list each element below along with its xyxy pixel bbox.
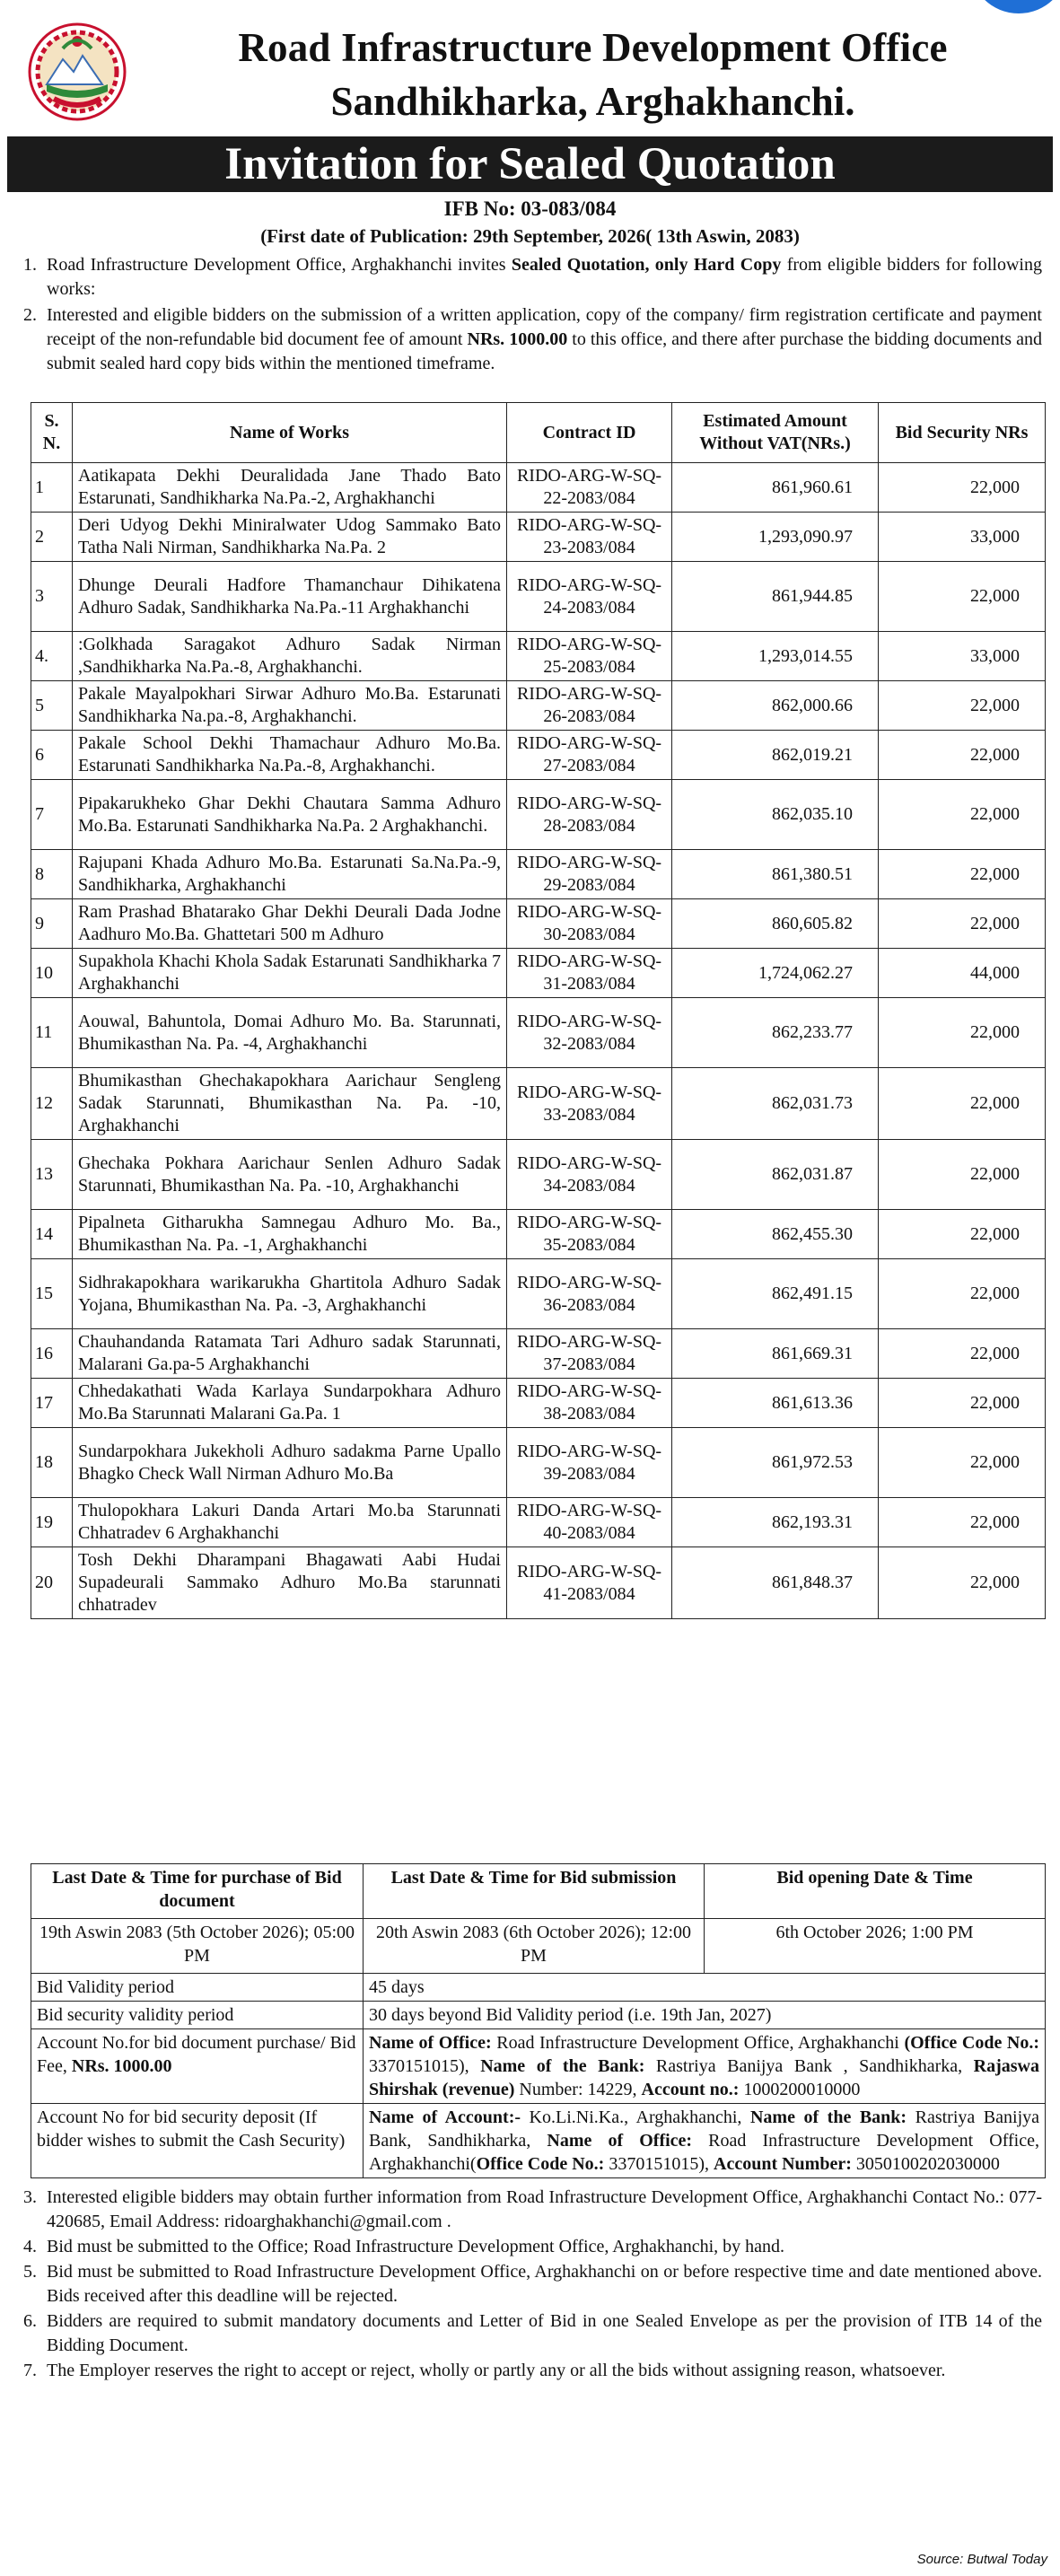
- work-name: Sidhrakapokhara warikarukha Ghartitola Adhuro Sadak Yojana, Bhumikasthan Na. Pa. -3, Arghakhanchi: [73, 1259, 507, 1329]
- contract-id: RIDO-ARG-W-SQ-29-2083/084: [507, 850, 672, 899]
- estimated-amount: 862,233.77: [672, 998, 879, 1068]
- work-name: Pakale School Dekhi Thamachaur Adhuro Mo.Ba. Estarunati Sandhikharka Na.Pa.-8, Arghakhanchi.: [73, 731, 507, 780]
- serial-number: 12: [31, 1068, 73, 1140]
- serial-number: 16: [31, 1329, 73, 1379]
- work-name: Sundarpokhara Jukekholi Adhuro sadakma Parne Upallo Bhagko Check Wall Nirman Adhuro Mo.Ba: [73, 1428, 507, 1498]
- nepal-government-emblem-icon: [27, 22, 127, 122]
- paragraph-emphasis: Sealed Quotation, only Hard Copy: [511, 255, 782, 275]
- note-text: The Employer reserves the right to accept or reject, wholly or partly any or all the bids without assigning reason, whatsoever.: [47, 2361, 946, 2380]
- contract-id: RIDO-ARG-W-SQ-37-2083/084: [507, 1329, 672, 1379]
- publication-date: (First date of Publication: 29th September, 2026( 13th Aswin, 2083): [260, 225, 800, 247]
- detail-value: 3050100202030000: [851, 2154, 1000, 2174]
- work-name: Chhedakathati Wada Karlaya Sundarpokhara Adhuro Mo.Ba Starunnati Malarani Ga.Pa. 1: [73, 1379, 507, 1428]
- contract-id: RIDO-ARG-W-SQ-25-2083/084: [507, 632, 672, 681]
- contract-id: RIDO-ARG-W-SQ-31-2083/084: [507, 949, 672, 998]
- bid-security: 22,000: [879, 1210, 1046, 1259]
- note-number: 3.: [23, 2187, 37, 2207]
- estimated-amount: 862,455.30: [672, 1210, 879, 1259]
- detail-value: Ko.Li.Ni.Ka., Arghakhanchi,: [521, 2107, 750, 2127]
- estimated-amount: 862,019.21: [672, 731, 879, 780]
- detail-key: Name of the Bank:: [749, 2107, 907, 2127]
- security-account-details: [364, 2104, 1046, 2178]
- serial-number: 13: [31, 1140, 73, 1210]
- bid-security: 22,000: [879, 899, 1046, 949]
- bid-security: 22,000: [879, 1140, 1046, 1210]
- bid-security: 22,000: [879, 1428, 1046, 1498]
- detail-value: Rastriya Banijya Bank, Sandhikharka,: [369, 2107, 1040, 2151]
- detail-key: Name of Office:: [547, 2131, 693, 2151]
- work-name: Pipalneta Githarukha Samnegau Adhuro Mo. Ba., Bhumikasthan Na. Pa. -1, Arghakhanchi: [73, 1210, 507, 1259]
- purchase-deadline-value: 19th Aswin 2083 (5th October 2026); 05:00 PM: [31, 1919, 364, 1974]
- notice-title: Invitation for Sealed Quotation: [7, 136, 1053, 192]
- bid-security: 33,000: [879, 513, 1046, 562]
- estimated-amount: 861,972.53: [672, 1428, 879, 1498]
- detail-value: Number: 14229,: [514, 2080, 642, 2099]
- bid-security: 22,000: [879, 1329, 1046, 1379]
- bid-security: 22,000: [879, 1068, 1046, 1140]
- bid-security: 22,000: [879, 562, 1046, 632]
- purchase-deadline-heading: Last Date & Time for purchase of Bid document: [31, 1864, 364, 1919]
- contract-id: RIDO-ARG-W-SQ-38-2083/084: [507, 1379, 672, 1428]
- detail-value: 3370151015),: [604, 2154, 714, 2174]
- serial-number: 6: [31, 731, 73, 780]
- paragraph-emphasis: NRs. 1000.00: [467, 329, 568, 349]
- table-row: [31, 1068, 1046, 1140]
- detail-key: Rajaswa Shirshak (revenue): [369, 2056, 1039, 2099]
- estimated-amount: 861,669.31: [672, 1329, 879, 1379]
- estimated-amount: 862,031.87: [672, 1140, 879, 1210]
- table-row: [31, 1329, 1046, 1379]
- label-text: Account No.for bid document purchase/ Bid Fee,: [37, 2033, 356, 2076]
- table-row: [31, 899, 1046, 949]
- serial-number: 3: [31, 562, 73, 632]
- note-text: Bid must be submitted to the Office; Road Infrastructure Development Office, Arghakhanchi, by hand.: [47, 2237, 785, 2256]
- office-location: Sandhikharka, Arghakhanchi.: [330, 79, 855, 124]
- contract-id: RIDO-ARG-W-SQ-32-2083/084: [507, 998, 672, 1068]
- table-row: [31, 949, 1046, 998]
- contract-id: RIDO-ARG-W-SQ-33-2083/084: [507, 1068, 672, 1140]
- table-row: [31, 1210, 1046, 1259]
- paragraph-number: 2.: [23, 305, 37, 325]
- estimated-amount: 1,293,090.97: [672, 513, 879, 562]
- table-row: [31, 1547, 1046, 1619]
- serial-number: 10: [31, 949, 73, 998]
- note-text: Interested eligible bidders may obtain further information from Road Infrastructure Development Office, Arghakhanchi Contact No.: 077-420685, Email Address: ridoarghakhanchi@gmail.com .: [47, 2187, 1042, 2231]
- detail-value: Road Infrastructure Development Office, Arghakhanchi: [491, 2033, 905, 2053]
- work-name: Supakhola Khachi Khola Sadak Estarunati Sandhikharka 7 Arghakhanchi: [73, 949, 507, 998]
- serial-number: 2: [31, 513, 73, 562]
- table-row: [31, 562, 1046, 632]
- work-name: Thulopokhara Lakuri Danda Artari Mo.ba Starunnati Chhatradev 6 Arghakhanchi: [73, 1498, 507, 1547]
- work-name: Aouwal, Bahuntola, Domai Adhuro Mo. Ba. Starunnati, Bhumikasthan Na. Pa. -4, Arghakhanchi: [73, 998, 507, 1068]
- contract-id: RIDO-ARG-W-SQ-23-2083/084: [507, 513, 672, 562]
- table-row: [31, 780, 1046, 850]
- paragraph-text: to this office, and there after purchase the bidding documents and submit sealed hard copy bids within the mentioned timeframe.: [47, 329, 1043, 373]
- schedule-header-row: [31, 1864, 1046, 1919]
- submission-deadline-value: 20th Aswin 2083 (6th October 2026); 12:00 PM: [364, 1919, 705, 1974]
- bid-validity-row: [31, 1974, 1046, 2002]
- detail-key: Name of Account:-: [369, 2107, 521, 2127]
- works-table-body: [31, 463, 1046, 1619]
- bid-security: 22,000: [879, 731, 1046, 780]
- note-item: [23, 2359, 1042, 2383]
- work-name: Bhumikasthan Ghechakapokhara Aarichaur Sengleng Sadak Starunnati, Bhumikasthan Na. Pa. -10, Arghakhanchi: [73, 1068, 507, 1140]
- security-validity-value: 30 days beyond Bid Validity period (i.e. 19th Jan, 2027): [364, 2002, 1046, 2029]
- table-row: [31, 681, 1046, 731]
- contract-id: RIDO-ARG-W-SQ-28-2083/084: [507, 780, 672, 850]
- serial-number: 19: [31, 1498, 73, 1547]
- detail-key: Account no.:: [641, 2080, 740, 2099]
- work-name: Rajupani Khada Adhuro Mo.Ba. Estarunati Sa.Na.Pa.-9, Sandhikharka, Arghakhanchi: [73, 850, 507, 899]
- work-name: Chauhandanda Ratamata Tari Adhuro sadak Starunnati, Malarani Ga.pa-5 Arghakhanchi: [73, 1329, 507, 1379]
- table-row: [31, 1498, 1046, 1547]
- serial-number: 11: [31, 998, 73, 1068]
- contract-id: RIDO-ARG-W-SQ-30-2083/084: [507, 899, 672, 949]
- estimated-amount: 861,613.36: [672, 1379, 879, 1428]
- work-name: Dhunge Deurali Hadfore Thamanchaur Dihikatena Adhuro Sadak, Sandhikharka Na.Pa.-11 Arghakhanchi: [73, 562, 507, 632]
- serial-number: 1: [31, 463, 73, 513]
- note-number: 6.: [23, 2311, 37, 2331]
- opening-time-heading: Bid opening Date & Time: [705, 1864, 1046, 1919]
- security-validity-label: Bid security validity period: [31, 2002, 364, 2029]
- detail-value: Road Infrastructure Development Office, Arghakhanchi(: [369, 2131, 1039, 2174]
- paragraph-text: Road Infrastructure Development Office, Arghakhanchi invites: [47, 255, 512, 275]
- note-number: 5.: [23, 2262, 37, 2282]
- table-row: [31, 998, 1046, 1068]
- note-text: Bid must be submitted to Road Infrastructure Development Office, Arghakhanchi on or before respective time and date mentioned above. Bids received after this deadline will be rejected.: [47, 2262, 1042, 2306]
- corner-badge: [969, 0, 1060, 13]
- work-name: Ghechaka Pokhara Aarichaur Senlen Adhuro Sadak Starunnati, Bhumikasthan Na. Pa. -10, Arghakhanchi: [73, 1140, 507, 1210]
- serial-number: 14: [31, 1210, 73, 1259]
- header-sn: S. N.: [31, 403, 73, 463]
- bid-security: 22,000: [879, 1498, 1046, 1547]
- paragraph-number: 1.: [23, 255, 37, 275]
- header-name-of-works: Name of Works: [73, 403, 507, 463]
- work-name: :Golkhada Saragakot Adhuro Sadak Nirman ,Sandhikharka Na.Pa.-8, Arghakhanchi.: [73, 632, 507, 681]
- work-name: Aatikapata Dekhi Deuralidada Jane Thado Bato Estarunati, Sandhikharka Na.Pa.-2, Arghakhanchi: [73, 463, 507, 513]
- note-item: [23, 2235, 1042, 2259]
- table-row: [31, 632, 1046, 681]
- contract-id: RIDO-ARG-W-SQ-34-2083/084: [507, 1140, 672, 1210]
- estimated-amount: 861,944.85: [672, 562, 879, 632]
- contract-id: RIDO-ARG-W-SQ-26-2083/084: [507, 681, 672, 731]
- serial-number: 20: [31, 1547, 73, 1619]
- intro-paragraph-2: [23, 303, 1042, 376]
- serial-number: 4.: [31, 632, 73, 681]
- note-text: Bidders are required to submit mandatory documents and Letter of Bid in one Sealed Envelope as per the provision of ITB 14 of the Bidding Document.: [47, 2311, 1042, 2355]
- estimated-amount: 861,848.37: [672, 1547, 879, 1619]
- opening-time-value: 6th October 2026; 1:00 PM: [705, 1919, 1046, 1974]
- work-name: Pipakarukheko Ghar Dekhi Chautara Samma Adhuro Mo.Ba. Estarunati Sandhikharka Na.Pa. 2 Arghakhanchi.: [73, 780, 507, 850]
- bid-security: 22,000: [879, 998, 1046, 1068]
- estimated-amount: 862,193.31: [672, 1498, 879, 1547]
- source-credit: Source: Butwal Today: [916, 2552, 1047, 2567]
- estimated-amount: 862,000.66: [672, 681, 879, 731]
- detail-value: 1000200010000: [739, 2080, 861, 2099]
- table-row: [31, 513, 1046, 562]
- bid-schedule-table: [31, 1863, 1046, 2178]
- bid-security: 22,000: [879, 780, 1046, 850]
- bid-security: 22,000: [879, 681, 1046, 731]
- works-table-header: [31, 403, 1046, 463]
- paragraph-text: from eligible bidders for following works:: [47, 255, 1042, 299]
- bid-security: 22,000: [879, 1379, 1046, 1428]
- detail-key: Name of Office:: [369, 2033, 492, 2053]
- bid-validity-label: Bid Validity period: [31, 1974, 364, 2002]
- works-table: [31, 402, 1046, 1619]
- table-row: [31, 1259, 1046, 1329]
- contract-id: RIDO-ARG-W-SQ-35-2083/084: [507, 1210, 672, 1259]
- table-row: [31, 1140, 1046, 1210]
- ifb-number: IFB No: 03-083/084: [443, 197, 617, 220]
- contract-id: RIDO-ARG-W-SQ-41-2083/084: [507, 1547, 672, 1619]
- header: [27, 18, 1033, 133]
- detail-value: 3370151015),: [369, 2056, 481, 2076]
- work-name: Deri Udyog Dekhi Miniralwater Udog Sammako Bato Tatha Nali Nirman, Sandhikharka Na.Pa. 2: [73, 513, 507, 562]
- bid-fee-account-row: [31, 2029, 1046, 2104]
- serial-number: 17: [31, 1379, 73, 1428]
- estimated-amount: 861,380.51: [672, 850, 879, 899]
- bid-fee-account-details: [364, 2029, 1046, 2104]
- table-row: [31, 463, 1046, 513]
- security-account-row: [31, 2104, 1046, 2178]
- serial-number: 15: [31, 1259, 73, 1329]
- note-item: [23, 2260, 1042, 2309]
- bid-security: 22,000: [879, 1259, 1046, 1329]
- schedule-values-row: [31, 1919, 1046, 1974]
- note-item: [23, 2186, 1042, 2234]
- detail-value: Rastriya Banijya Bank , Sandhikharka,: [644, 2056, 974, 2076]
- office-name: Road Infrastructure Development Office: [238, 25, 948, 70]
- bid-validity-value: 45 days: [364, 1974, 1046, 2002]
- note-item: [23, 2309, 1042, 2358]
- serial-number: 7: [31, 780, 73, 850]
- serial-number: 8: [31, 850, 73, 899]
- serial-number: 5: [31, 681, 73, 731]
- estimated-amount: 861,960.61: [672, 463, 879, 513]
- note-number: 4.: [23, 2237, 37, 2256]
- label-emphasis: NRs. 1000.00: [71, 2056, 172, 2076]
- paragraph-text: Interested and eligible bidders on the submission of a written application, copy of the company/ firm registration certificate and payment receipt of the non-refundable bid document fee of amount: [47, 305, 1042, 349]
- table-row: [31, 731, 1046, 780]
- note-number: 7.: [23, 2361, 37, 2380]
- table-row: [31, 1428, 1046, 1498]
- detail-key: Account Number:: [714, 2154, 852, 2174]
- header-bid-security: Bid Security NRs: [879, 403, 1046, 463]
- security-validity-row: [31, 2002, 1046, 2029]
- bid-security: 33,000: [879, 632, 1046, 681]
- serial-number: 9: [31, 899, 73, 949]
- contract-id: RIDO-ARG-W-SQ-36-2083/084: [507, 1259, 672, 1329]
- estimated-amount: 860,605.82: [672, 899, 879, 949]
- detail-key: Office Code No.:: [476, 2154, 605, 2174]
- estimated-amount: 1,293,014.55: [672, 632, 879, 681]
- table-row: [31, 850, 1046, 899]
- submission-deadline-heading: Last Date & Time for Bid submission: [364, 1864, 705, 1919]
- work-name: Ram Prashad Bhatarako Ghar Dekhi Deurali Dada Jodne Aadhuro Mo.Ba. Ghattetari 500 m Adhuro: [73, 899, 507, 949]
- bid-security: 22,000: [879, 463, 1046, 513]
- contract-id: RIDO-ARG-W-SQ-39-2083/084: [507, 1428, 672, 1498]
- estimated-amount: 1,724,062.27: [672, 949, 879, 998]
- detail-key: (Office Code No.:: [904, 2033, 1040, 2053]
- bid-security: 44,000: [879, 949, 1046, 998]
- work-name: Pakale Mayalpokhari Sirwar Adhuro Mo.Ba. Estarunati Sandhikharka Na.pa.-8, Arghakhanchi.: [73, 681, 507, 731]
- header-contract-id: Contract ID: [507, 403, 672, 463]
- estimated-amount: 862,035.10: [672, 780, 879, 850]
- table-row: [31, 1379, 1046, 1428]
- header-estimated-amount: Estimated Amount Without VAT(NRs.): [672, 403, 879, 463]
- bid-fee-account-label: [31, 2029, 364, 2104]
- work-name: Tosh Dekhi Dharampani Bhagawati Aabi Hudai Supadeurali Sammako Adhuro Mo.Ba starunnati chhatradev: [73, 1547, 507, 1619]
- detail-key: Name of the Bank:: [480, 2056, 645, 2076]
- intro-paragraph-1: [23, 253, 1042, 302]
- bid-security: 22,000: [879, 1547, 1046, 1619]
- contract-id: RIDO-ARG-W-SQ-40-2083/084: [507, 1498, 672, 1547]
- contract-id: RIDO-ARG-W-SQ-27-2083/084: [507, 731, 672, 780]
- security-account-label: Account No for bid security deposit (If bidder wishes to submit the Cash Security): [31, 2104, 364, 2178]
- bid-security: 22,000: [879, 850, 1046, 899]
- contract-id: RIDO-ARG-W-SQ-24-2083/084: [507, 562, 672, 632]
- estimated-amount: 862,491.15: [672, 1259, 879, 1329]
- contract-id: RIDO-ARG-W-SQ-22-2083/084: [507, 463, 672, 513]
- serial-number: 18: [31, 1428, 73, 1498]
- estimated-amount: 862,031.73: [672, 1068, 879, 1140]
